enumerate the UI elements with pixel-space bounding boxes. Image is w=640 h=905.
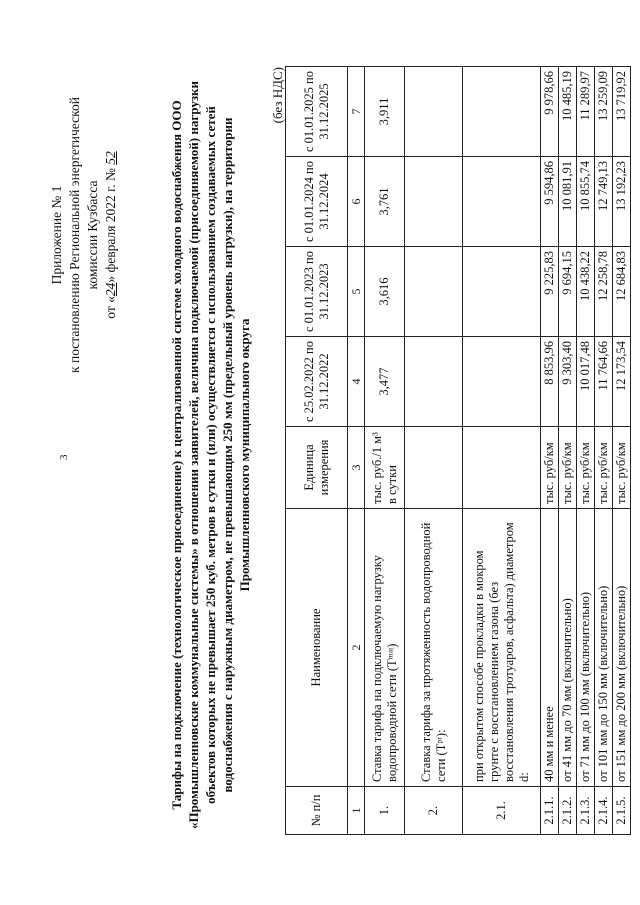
row-value [463,157,541,247]
appendix-date-mid: » февраля 2022 г. № [103,168,118,283]
appendix-number: 52 [103,151,118,165]
col-number: 3 [348,427,365,509]
row-no: 2.1.5. [613,787,631,835]
header-period-3: с 01.01.2024 по 31.12.2024 [286,157,348,247]
row-no: 2.1.1. [541,787,559,835]
column-number-row [348,67,365,835]
row-value: 12 258,78 [595,247,613,337]
row-value [405,67,463,157]
row-unit: тыс. руб/км [613,427,631,509]
row-value [463,337,541,427]
row-unit [405,427,463,509]
row-unit: тыс. руб/км [559,427,577,509]
appendix-line-4 [102,65,120,405]
row-value: 9 594,86 [541,157,559,247]
row-value: 10 017,48 [577,337,595,427]
row-value: 3,477 [365,337,405,427]
row-name: Ставка тарифа на подключаемую нагрузку водопроводной сети (Тᵐᵃᵎ) [365,509,405,787]
header-period-1: с 25.02.2022 по 31.12.2022 [286,337,348,427]
row-no: 2.1.2. [559,787,577,835]
row-unit: тыс. руб/км [595,427,613,509]
document-title: Тарифы на подключение (технологическое присоединение) к централизованной системе холодного водоснабжения ООО «Промышленновские коммунальные системы» в отношении заявителей, величина подключаемой (присоединяемой) нагрузки объектов которых не превышает 250 куб. метров в сутки и (или) осуществляется с использованием создаваемых сетей водоснабжения с наружным диаметром, не превышающим 250 мм (предельный уровень нагрузки), на территории Промышленновского муниципального округа [169,80,252,830]
appendix-line-1: Приложение № 1 [49,185,64,285]
row-value: 3,616 [365,247,405,337]
row-value [463,247,541,337]
header-no: № п/п [286,787,348,835]
rotated-page-content [48,55,628,855]
table-row [613,67,631,835]
row-value [405,247,463,337]
row-value: 10 438,22 [577,247,595,337]
table-row [577,67,595,835]
row-no: 2. [405,787,463,835]
header-unit: Единица измерения [286,427,348,509]
row-name: при открытом способе прокладки в мокром грунте с восстановлением газона (без восстановления тротуаров, асфальта) диаметром d: [463,509,541,787]
col-number: 6 [348,157,365,247]
table-row [365,67,405,835]
appendix-block [48,65,120,405]
col-number: 4 [348,337,365,427]
row-value: 9 225,83 [541,247,559,337]
row-value [463,67,541,157]
row-value: 12 684,83 [613,247,631,337]
tariff-table [285,66,631,835]
table-header-row [286,67,348,835]
row-value: 10 855,74 [577,157,595,247]
row-value: 3,911 [365,67,405,157]
row-value: 12 749,13 [595,157,613,247]
col-number: 1 [348,787,365,835]
vat-note: (без НДС) [270,67,285,124]
header-period-4: с 01.01.2025 по 31.12.2025 [286,67,348,157]
col-number: 7 [348,67,365,157]
table-row [463,67,541,835]
row-value: 9 978,66 [541,67,559,157]
row-name: от 101 мм до 150 мм (включительно) [595,509,613,787]
row-name: от 41 мм до 70 мм (включительно) [559,509,577,787]
row-unit [463,427,541,509]
row-value: 10 485,19 [559,67,577,157]
appendix-line-2: к постановлению Региональной энергетической [67,97,82,373]
header-period-2: с 01.01.2023 по 31.12.2023 [286,247,348,337]
row-value: 12 173,54 [613,337,631,427]
table-row [541,67,559,835]
row-value: 9 303,40 [559,337,577,427]
appendix-line-3: комиссии Кузбасса [85,180,100,290]
row-no: 1. [365,787,405,835]
row-no: 2.1. [463,787,541,835]
row-value: 9 694,15 [559,247,577,337]
row-unit: тыс. руб/км [541,427,559,509]
row-name: Ставка тарифа за протяженность водопроводной сети (Тᵖʳ): [405,509,463,787]
row-value: 3,761 [365,157,405,247]
appendix-day: 24 [103,282,118,297]
table-row [405,67,463,835]
row-value: 13 259,09 [595,67,613,157]
row-unit: тыс. руб./1 м³ в сутки [365,427,405,509]
row-name: 40 мм и менее [541,509,559,787]
row-no: 2.1.4. [595,787,613,835]
col-number: 2 [348,509,365,787]
row-name: от 151 мм до 200 мм (включительно) [613,509,631,787]
row-value: 13 719,92 [613,67,631,157]
row-value [405,157,463,247]
row-name: от 71 мм до 100 мм (включительно) [577,509,595,787]
page-number: 3 [58,454,70,460]
row-value: 8 853,96 [541,337,559,427]
row-value: 13 192,23 [613,157,631,247]
appendix-date-prefix: от « [103,296,118,319]
row-value [405,337,463,427]
row-no: 2.1.3. [577,787,595,835]
row-unit: тыс. руб/км [577,427,595,509]
table-row [595,67,613,835]
col-number: 5 [348,247,365,337]
header-name: Наименование [286,509,348,787]
row-value: 10 081,91 [559,157,577,247]
row-value: 11 289,97 [577,67,595,157]
table-row [559,67,577,835]
row-value: 11 764,66 [595,337,613,427]
